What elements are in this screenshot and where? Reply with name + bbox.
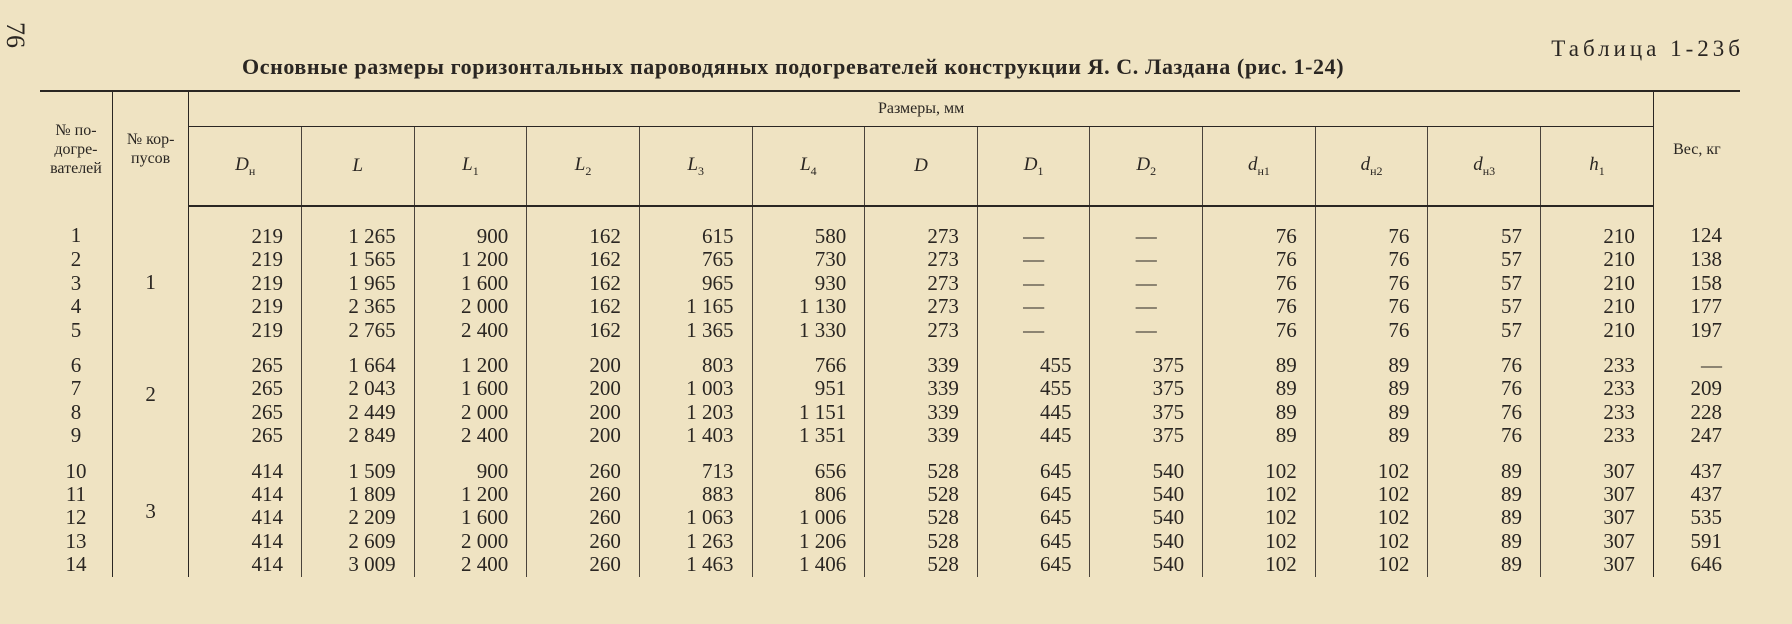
- size-cell: 900: [414, 206, 527, 248]
- table-container: [40, 90, 1740, 577]
- size-cell: 273: [865, 206, 978, 248]
- size-cell: 2 849: [301, 424, 414, 447]
- size-cell: 1 206: [752, 530, 865, 553]
- size-cell: 233: [1541, 377, 1654, 400]
- size-cell: 2 000: [414, 401, 527, 424]
- size-cell: 2 000: [414, 295, 527, 318]
- size-cell: 102: [1315, 483, 1428, 506]
- col-header-size: $L_2$: [527, 127, 640, 207]
- col-header-size: $L_4$: [752, 127, 865, 207]
- size-cell: 265: [189, 377, 302, 400]
- size-cell: 1 263: [639, 530, 752, 553]
- size-cell: 1 965: [301, 272, 414, 295]
- size-cell: 89: [1315, 377, 1428, 400]
- weight-cell: 535: [1690, 505, 1722, 530]
- size-cell: 900: [414, 448, 527, 483]
- size-cell: 1 200: [414, 342, 527, 377]
- size-cell: 273: [865, 248, 978, 271]
- size-cell: 1 565: [301, 248, 414, 271]
- table-row: [40, 377, 1740, 400]
- weight-cell: 209: [1690, 376, 1722, 401]
- size-cell: 102: [1203, 530, 1316, 553]
- size-cell: 233: [1541, 401, 1654, 424]
- size-cell: 2 400: [414, 319, 527, 342]
- heater-no-cell: 5: [40, 319, 112, 342]
- body-no-cell: 2: [112, 342, 188, 448]
- size-cell: 102: [1203, 448, 1316, 483]
- size-cell: 89: [1428, 506, 1541, 529]
- size-cell: —: [1090, 295, 1203, 318]
- size-cell: 1 600: [414, 272, 527, 295]
- size-cell: 2 400: [414, 553, 527, 576]
- size-cell: 76: [1315, 272, 1428, 295]
- table-row: [40, 553, 1740, 576]
- body-no-cell: 3: [112, 448, 188, 577]
- col-header-size: $d_{н3}$: [1428, 127, 1541, 207]
- size-cell: 219: [189, 319, 302, 342]
- size-cell: 375: [1090, 424, 1203, 447]
- weight-cell: 247: [1690, 423, 1722, 448]
- size-cell: 656: [752, 448, 865, 483]
- col-header-weight: Вес, кг: [1653, 91, 1740, 206]
- size-cell: 89: [1428, 553, 1541, 576]
- size-cell: 2 043: [301, 377, 414, 400]
- size-cell: 76: [1315, 319, 1428, 342]
- size-cell: 273: [865, 319, 978, 342]
- heater-no-cell: 10: [40, 448, 112, 483]
- size-cell: 2 000: [414, 530, 527, 553]
- heater-no-cell: 6: [40, 342, 112, 377]
- col-header-size: L: [301, 127, 414, 207]
- size-cell: 1 165: [639, 295, 752, 318]
- size-cell: 730: [752, 248, 865, 271]
- size-cell: 89: [1315, 401, 1428, 424]
- size-cell: 89: [1428, 448, 1541, 483]
- size-cell: 445: [977, 424, 1090, 447]
- size-cell: 645: [977, 530, 1090, 553]
- size-cell: 455: [977, 377, 1090, 400]
- size-cell: 765: [639, 248, 752, 271]
- size-cell: 339: [865, 377, 978, 400]
- col-header-size: $L_1$: [414, 127, 527, 207]
- size-cell: 528: [865, 530, 978, 553]
- size-cell: 210: [1541, 319, 1654, 342]
- size-cell: 102: [1315, 448, 1428, 483]
- size-cell: 1 351: [752, 424, 865, 447]
- weight-cell: 437: [1690, 458, 1722, 483]
- size-cell: 260: [527, 530, 640, 553]
- size-cell: 102: [1203, 483, 1316, 506]
- table-label: Таблица 1-23б: [1551, 36, 1744, 61]
- size-cell: 1 463: [639, 553, 752, 576]
- col-header-size: $L_3$: [639, 127, 752, 207]
- size-cell: 645: [977, 483, 1090, 506]
- table-row: [40, 401, 1740, 424]
- col-header-size: $D_2$: [1090, 127, 1203, 207]
- size-cell: 803: [639, 342, 752, 377]
- size-cell: 89: [1203, 342, 1316, 377]
- col-header-size: $D_1$: [977, 127, 1090, 207]
- weight-cell: 124: [1690, 223, 1722, 247]
- heater-no-cell: 9: [40, 424, 112, 447]
- size-cell: 260: [527, 553, 640, 576]
- size-cell: 162: [527, 206, 640, 248]
- weight-cell: 646: [1690, 552, 1722, 577]
- size-cell: 528: [865, 483, 978, 506]
- size-cell: 965: [639, 272, 752, 295]
- size-cell: 200: [527, 401, 640, 424]
- table-row: [40, 424, 1740, 447]
- size-cell: 339: [865, 401, 978, 424]
- size-cell: 210: [1541, 248, 1654, 271]
- size-cell: 89: [1203, 377, 1316, 400]
- size-cell: —: [977, 272, 1090, 295]
- size-cell: 1 509: [301, 448, 414, 483]
- weight-cell: 197: [1690, 317, 1722, 342]
- heater-no-cell: 7: [40, 377, 112, 400]
- size-cell: 76: [1428, 424, 1541, 447]
- size-cell: 307: [1541, 553, 1654, 576]
- size-cell: 580: [752, 206, 865, 248]
- size-cell: 528: [865, 448, 978, 483]
- size-cell: —: [977, 295, 1090, 318]
- size-cell: 76: [1315, 248, 1428, 271]
- size-cell: 265: [189, 401, 302, 424]
- size-cell: 200: [527, 342, 640, 377]
- size-cell: 57: [1428, 248, 1541, 271]
- size-cell: 76: [1428, 401, 1541, 424]
- size-cell: 76: [1203, 272, 1316, 295]
- size-cell: 57: [1428, 206, 1541, 248]
- size-cell: 89: [1315, 342, 1428, 377]
- size-cell: 162: [527, 295, 640, 318]
- size-cell: 540: [1090, 530, 1203, 553]
- size-cell: 339: [865, 424, 978, 447]
- size-cell: 219: [189, 206, 302, 248]
- size-cell: 1 200: [414, 248, 527, 271]
- dimensions-table: [40, 90, 1740, 577]
- size-cell: 102: [1315, 506, 1428, 529]
- size-cell: 2 209: [301, 506, 414, 529]
- size-cell: 1 809: [301, 483, 414, 506]
- table-row: [40, 272, 1740, 295]
- size-cell: 2 765: [301, 319, 414, 342]
- size-cell: 57: [1428, 295, 1541, 318]
- col-header-size: $D_н$: [189, 127, 302, 207]
- size-cell: 273: [865, 295, 978, 318]
- size-cell: 445: [977, 401, 1090, 424]
- size-cell: 414: [189, 483, 302, 506]
- size-cell: 200: [527, 377, 640, 400]
- table-row: [40, 342, 1740, 377]
- weight-cell: 158: [1690, 270, 1722, 295]
- size-cell: 307: [1541, 530, 1654, 553]
- size-cell: 540: [1090, 553, 1203, 576]
- size-cell: 233: [1541, 342, 1654, 377]
- size-cell: 1 406: [752, 553, 865, 576]
- size-cell: 102: [1315, 530, 1428, 553]
- size-cell: 540: [1090, 483, 1203, 506]
- size-cell: 615: [639, 206, 752, 248]
- heater-no-cell: 1: [40, 206, 112, 248]
- size-cell: 1 203: [639, 401, 752, 424]
- size-cell: —: [977, 206, 1090, 248]
- size-cell: 2 609: [301, 530, 414, 553]
- size-cell: 102: [1203, 506, 1316, 529]
- size-cell: 1 063: [639, 506, 752, 529]
- body-no-cell: 1: [112, 206, 188, 342]
- size-cell: 1 600: [414, 377, 527, 400]
- size-cell: 375: [1090, 342, 1203, 377]
- size-cell: 1 403: [639, 424, 752, 447]
- size-cell: 1 200: [414, 483, 527, 506]
- heater-no-cell: 8: [40, 401, 112, 424]
- size-cell: 200: [527, 424, 640, 447]
- size-cell: 265: [189, 424, 302, 447]
- weight-cell: 437: [1690, 482, 1722, 507]
- size-cell: 102: [1315, 553, 1428, 576]
- table-row: [40, 448, 1740, 483]
- size-cell: 162: [527, 248, 640, 271]
- size-cell: 1 130: [752, 295, 865, 318]
- size-cell: 260: [527, 448, 640, 483]
- heater-no-cell: 2: [40, 248, 112, 271]
- size-cell: 307: [1541, 448, 1654, 483]
- size-cell: 375: [1090, 377, 1203, 400]
- size-cell: 414: [189, 530, 302, 553]
- size-cell: 883: [639, 483, 752, 506]
- size-cell: —: [1090, 206, 1203, 248]
- col-header-sizes: Размеры, мм: [189, 91, 1654, 127]
- size-cell: 930: [752, 272, 865, 295]
- size-cell: 210: [1541, 272, 1654, 295]
- table-row: [40, 206, 1740, 248]
- size-cell: 76: [1428, 377, 1541, 400]
- heater-no-cell: 3: [40, 272, 112, 295]
- table-row: [40, 319, 1740, 342]
- size-cell: 273: [865, 272, 978, 295]
- size-cell: —: [1090, 319, 1203, 342]
- size-cell: 260: [527, 506, 640, 529]
- size-cell: 713: [639, 448, 752, 483]
- size-cell: 307: [1541, 506, 1654, 529]
- heater-no-cell: 12: [40, 506, 112, 529]
- size-cell: 645: [977, 448, 1090, 483]
- table-row: [40, 530, 1740, 553]
- heater-no-cell: 11: [40, 483, 112, 506]
- size-cell: 2 449: [301, 401, 414, 424]
- size-cell: 1 330: [752, 319, 865, 342]
- size-cell: —: [977, 319, 1090, 342]
- size-cell: —: [977, 248, 1090, 271]
- col-header-heater-no: № по-догре-вателей: [40, 91, 112, 206]
- size-cell: 414: [189, 448, 302, 483]
- size-cell: 1 600: [414, 506, 527, 529]
- size-cell: 76: [1203, 206, 1316, 248]
- size-cell: 89: [1203, 401, 1316, 424]
- weight-cell: —: [1701, 353, 1722, 378]
- table-row: [40, 295, 1740, 318]
- size-cell: 455: [977, 342, 1090, 377]
- size-cell: 210: [1541, 206, 1654, 248]
- size-cell: 1 006: [752, 506, 865, 529]
- size-cell: 76: [1203, 319, 1316, 342]
- size-cell: 951: [752, 377, 865, 400]
- weight-cell: 138: [1690, 247, 1722, 272]
- size-cell: 645: [977, 506, 1090, 529]
- size-cell: 645: [977, 553, 1090, 576]
- size-cell: 528: [865, 553, 978, 576]
- table-row: [40, 483, 1740, 506]
- size-cell: 219: [189, 295, 302, 318]
- size-cell: 89: [1428, 530, 1541, 553]
- size-cell: 540: [1090, 448, 1203, 483]
- weight-cell: 591: [1690, 528, 1722, 553]
- size-cell: 3 009: [301, 553, 414, 576]
- size-cell: 233: [1541, 424, 1654, 447]
- size-cell: 528: [865, 506, 978, 529]
- size-cell: 540: [1090, 506, 1203, 529]
- size-cell: 1 265: [301, 206, 414, 248]
- size-cell: 76: [1315, 206, 1428, 248]
- page-number: 76: [1, 22, 30, 48]
- weight-cell: 228: [1690, 399, 1722, 424]
- size-cell: 219: [189, 272, 302, 295]
- size-cell: 57: [1428, 272, 1541, 295]
- size-cell: 76: [1203, 295, 1316, 318]
- size-cell: 162: [527, 272, 640, 295]
- col-header-body-no: № кор-пусов: [112, 91, 188, 206]
- col-header-size: D: [865, 127, 978, 207]
- size-cell: 89: [1315, 424, 1428, 447]
- size-cell: 806: [752, 483, 865, 506]
- weight-cell: 177: [1690, 294, 1722, 319]
- heater-no-cell: 14: [40, 553, 112, 576]
- size-cell: —: [1090, 272, 1203, 295]
- col-header-size: $d_{н1}$: [1203, 127, 1316, 207]
- size-cell: 2 400: [414, 424, 527, 447]
- size-cell: 162: [527, 319, 640, 342]
- size-cell: 76: [1428, 342, 1541, 377]
- size-cell: 414: [189, 553, 302, 576]
- size-cell: 766: [752, 342, 865, 377]
- table-title: Основные размеры горизонтальных пароводяных подогревателей конструкции Я. С. Лаздана (рис. 1-24): [242, 54, 1345, 79]
- table-row: [40, 506, 1740, 529]
- size-cell: 307: [1541, 483, 1654, 506]
- size-cell: 260: [527, 483, 640, 506]
- size-cell: 76: [1203, 248, 1316, 271]
- size-cell: 265: [189, 342, 302, 377]
- size-cell: 89: [1203, 424, 1316, 447]
- size-cell: 57: [1428, 319, 1541, 342]
- size-cell: 2 365: [301, 295, 414, 318]
- size-cell: 76: [1315, 295, 1428, 318]
- size-cell: 339: [865, 342, 978, 377]
- table-row: [40, 248, 1740, 271]
- col-header-size: $h_1$: [1541, 127, 1654, 207]
- size-cell: 375: [1090, 401, 1203, 424]
- size-cell: 102: [1203, 553, 1316, 576]
- size-cell: 219: [189, 248, 302, 271]
- size-cell: 1 664: [301, 342, 414, 377]
- size-cell: 89: [1428, 483, 1541, 506]
- heater-no-cell: 4: [40, 295, 112, 318]
- size-cell: 1 365: [639, 319, 752, 342]
- col-header-size: $d_{н2}$: [1315, 127, 1428, 207]
- size-cell: 1 151: [752, 401, 865, 424]
- size-cell: 1 003: [639, 377, 752, 400]
- size-cell: —: [1090, 248, 1203, 271]
- heater-no-cell: 13: [40, 530, 112, 553]
- size-cell: 414: [189, 506, 302, 529]
- size-cell: 210: [1541, 295, 1654, 318]
